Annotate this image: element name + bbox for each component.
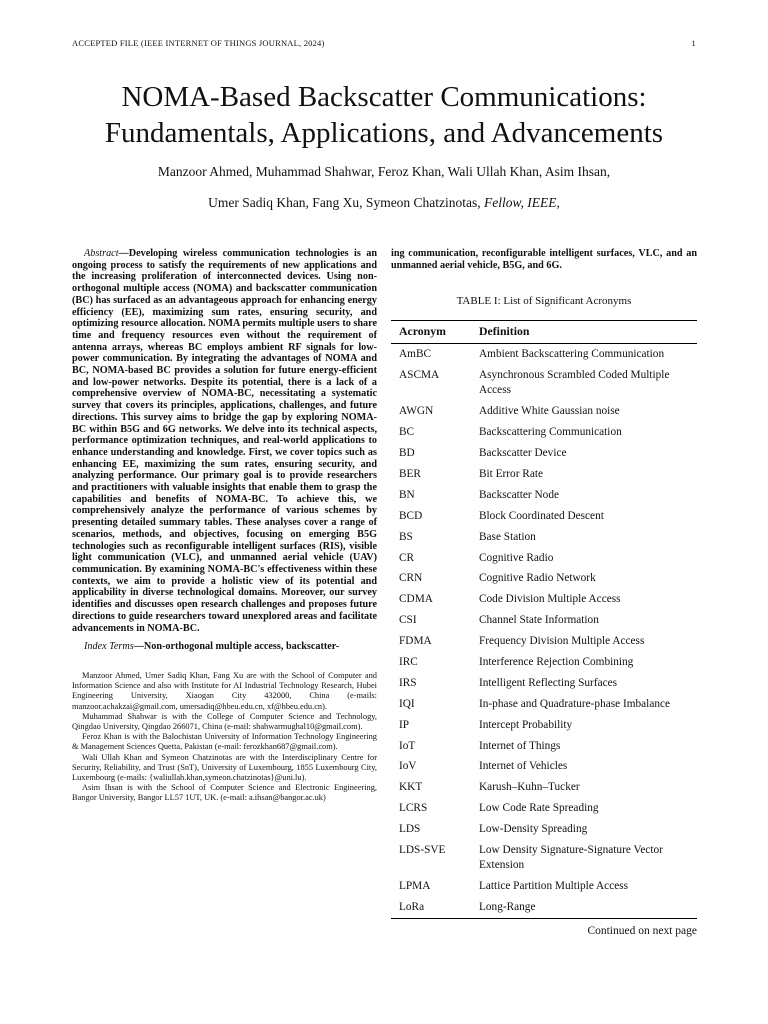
- acronym-cell: LDS-SVE: [399, 843, 446, 856]
- definition-cell: Backscatter Device: [479, 447, 567, 460]
- table-row: [391, 422, 697, 443]
- acronym-cell: CDMA: [399, 593, 433, 606]
- definition-cell: Code Division Multiple Access: [479, 593, 621, 606]
- footnote: Manzoor Ahmed, Umer Sadiq Khan, Fang Xu are with the School of Computer and Information Science and also with Institute for AI Industrial Technology Research, Hubei Engineering University, Xiaogan City 432000, China (e-mails: manzoor.achakzai@gmail.com, umersadiq@hbeu.edu.cn, xf@hbeu.edu.cn).: [72, 670, 377, 711]
- authors-line-2-names: Umer Sadiq Khan, Fang Xu, Symeon Chatzinotas,: [208, 195, 481, 210]
- table-body: [391, 344, 697, 919]
- definition-cell: Internet of Things: [479, 739, 561, 752]
- acronym-cell: IoV: [399, 760, 417, 773]
- abstract-label: Abstract: [84, 248, 119, 259]
- acronym-cell: KKT: [399, 781, 423, 794]
- definition-cell: Low Code Rate Spreading: [479, 802, 599, 815]
- acronym-cell: IRS: [399, 676, 417, 689]
- definition-cell: Cognitive Radio: [479, 551, 554, 564]
- definition-cell: Intercept Probability: [479, 718, 573, 731]
- acronym-cell: AmBC: [399, 348, 432, 361]
- journal-header: ACCEPTED FILE (IEEE INTERNET OF THINGS JOURNAL, 2024): [72, 38, 325, 48]
- table-row: [391, 610, 697, 631]
- footnote: Feroz Khan is with the Balochistan University of Information Technology Engineering & Management Sciences Quetta, Pakistan (e-mail: ferozkhan687@gmail.com).: [72, 732, 377, 752]
- left-column: [72, 248, 377, 804]
- acronym-cell: AWGN: [399, 405, 434, 418]
- table-row: [391, 715, 697, 736]
- index-terms: [72, 641, 377, 653]
- definition-cell: Interference Rejection Combining: [479, 655, 634, 668]
- column-header-definition: Definition: [471, 321, 697, 344]
- table-row: [391, 401, 697, 422]
- table-row: [391, 840, 697, 876]
- table-row: [391, 365, 697, 401]
- definition-cell: Lattice Partition Multiple Access: [479, 880, 629, 893]
- table-row: [391, 344, 697, 365]
- table-row: [391, 464, 697, 485]
- definition-cell: Channel State Information: [479, 614, 599, 627]
- footnote: Asim Ihsan is with the School of Computer Science and Electronic Engineering, Bangor University, Bangor LL57 1UT, UK. (e-mail: a.ihsan@bangor.ac.uk): [72, 783, 377, 803]
- table-row: [391, 631, 697, 652]
- table-row: [391, 694, 697, 715]
- authors-line-1: Manzoor Ahmed, Muhammad Shahwar, Feroz Khan, Wali Ullah Khan, Asim Ihsan,: [157, 164, 611, 179]
- acronym-table: [391, 320, 697, 919]
- acronym-cell: CR: [399, 551, 415, 564]
- definition-cell: Ambient Backscattering Communication: [479, 348, 665, 361]
- table-row: [391, 506, 697, 527]
- definition-cell: Bit Error Rate: [479, 467, 543, 480]
- index-terms-text: —Non-orthogonal multiple access, backscatter-: [133, 641, 340, 653]
- acronym-cell: IP: [399, 718, 410, 731]
- table-header-row: [391, 321, 697, 344]
- affiliation-footnotes: [72, 671, 377, 804]
- definition-cell: Long-Range: [471, 897, 697, 918]
- table-row: [391, 736, 697, 757]
- continued-note: Continued on next page: [587, 925, 697, 938]
- acronym-cell: BD: [399, 447, 415, 460]
- definition-cell: Additive White Gaussian noise: [479, 405, 620, 418]
- definition-cell: Low Density Signature-Signature Vector Extension: [479, 843, 663, 872]
- acronym-cell: BS: [399, 530, 413, 543]
- footnote: Muhammad Shahwar is with the College of Computer Science and Technology, Qingdao University, Qingdao 266071, China (e-mail: shahwarmughal10@gmail.com).: [72, 711, 377, 731]
- definition-cell: Base Station: [479, 530, 536, 543]
- definition-cell: Asynchronous Scrambled Coded Multiple Access: [479, 369, 670, 397]
- acronym-cell: LCRS: [399, 802, 428, 815]
- author-list: [60, 156, 708, 218]
- acronym-cell: IQI: [399, 697, 415, 710]
- acronym-cell: BC: [399, 426, 415, 439]
- running-header: [72, 38, 696, 48]
- acronym-cell: ASCMA: [399, 369, 440, 382]
- acronym-cell: CSI: [399, 614, 417, 627]
- table-row: [391, 590, 697, 611]
- definition-cell: Karush–Kuhn–Tucker: [479, 781, 580, 794]
- acronym-cell: LoRa: [391, 897, 471, 918]
- right-column: [391, 248, 697, 937]
- table-row: [391, 876, 697, 897]
- definition-cell: Intelligent Reflecting Surfaces: [479, 676, 618, 689]
- authors-suffix: Fellow, IEEE,: [484, 195, 560, 210]
- definition-cell: Internet of Vehicles: [479, 760, 568, 773]
- definition-cell: Backscattering Communication: [479, 426, 622, 439]
- definition-cell: In-phase and Quadrature-phase Imbalance: [479, 697, 671, 710]
- table-row: [391, 652, 697, 673]
- acronym-cell: IRC: [399, 655, 418, 668]
- acronym-cell: FDMA: [399, 635, 432, 648]
- abstract: [72, 248, 377, 634]
- paper-title: [40, 79, 728, 151]
- table-row: [391, 485, 697, 506]
- index-terms-label: Index Terms: [84, 641, 134, 653]
- table-row: [391, 798, 697, 819]
- acronym-cell: CRN: [399, 572, 423, 585]
- definition-cell: Backscatter Node: [479, 488, 559, 501]
- definition-cell: Cognitive Radio Network: [479, 572, 596, 585]
- table-row: [391, 673, 697, 694]
- abstract-text: —Developing wireless communication technologies is an ongoing process to satisfy the requirements of new applications and the increasing proliferation of interconnected devices. Using non-orthogonal multiple access (NOMA) and backscatter communication (BC) has surfaced as an advantageous approach for enhancing energy efficiency (EE), maximizing sum rates, ensuring security, and optimizing resource allocation. NOMA permits multiple users to share time and frequency resources even without the requirement of antenna arrays, whereas BC employs ambient RF signals for low-power communication. By integrating the advantages of NOMA and BC, NOMA-based BC provides a solution for future energy-efficient and low-power networks. Despite its potential, there is a lack of a comprehensive overview of NOMA-BC, necessitating a systematic survey that covers its principles, applications, challenges, and future directions. This survey aims to bridge the gap by exploring NOMA-BC within B5G and 6G networks. We delve into its technical aspects, performance optimization techniques, and real-world applications to enhance understanding and knowledge. First, we cover topics such as enhancing EE, maximizing the sum rates, ensuring security, and analyzing performance. Our primary goal is to provide researchers and practitioners with valuable insights that enable them to grasp the capabilities and benefits of NOMA-BC. To achieve this, we comprehensively analyze the performance of various schemes by presenting detailed summary tables. These analyses cover a range of scenarios, methods, and objectives, focusing on emerging B5G technologies such as reconfigurable intelligent surfaces (RIS), visible light communication (VLC), and unmanned aerial vehicle (UAV) communication. By examining NOMA-BC's effectiveness within these contexts, we aim to provide a holistic view of its potential and applicability in diverse technological domains. Moreover, our survey identifies and discusses open research challenges and proposes future directions to guide researchers toward unexplored areas and facilitate advancements in NOMA-BC.: [72, 248, 377, 634]
- authors-line-2: [60, 187, 708, 218]
- page-number: 1: [691, 38, 696, 48]
- footnote: Wali Ullah Khan and Symeon Chatzinotas are with the Interdisciplinary Centre for Security, Reliability, and Trust (SnT), University of Luxembourg, 1855 Luxembourg City, Luxembourg (e-mails: {waliullah.khan,symeon.chatzinotas}@uni.lu).: [72, 752, 377, 782]
- table-row: [391, 569, 697, 590]
- table-row: [391, 548, 697, 569]
- table-row: [391, 527, 697, 548]
- acronym-cell: LDS: [399, 823, 421, 836]
- acronym-cell: IoT: [399, 739, 416, 752]
- acronym-cell: BER: [399, 467, 421, 480]
- title-line-1: NOMA-Based Backscatter Communications:: [121, 81, 647, 113]
- table-caption: TABLE I: List of Significant Acronyms: [456, 295, 632, 308]
- acronym-cell: BN: [399, 488, 415, 501]
- table-row: [391, 757, 697, 778]
- column-header-acronym: Acronym: [391, 321, 471, 344]
- definition-cell: Block Coordinated Descent: [479, 509, 604, 522]
- acronym-cell: LPMA: [399, 880, 431, 893]
- table-row: [391, 897, 697, 918]
- title-line-2: Fundamentals, Applications, and Advancements: [104, 117, 664, 149]
- table-row: [391, 819, 697, 840]
- index-terms-continued: ing communication, reconfigurable intelligent surfaces, VLC, and an unmanned aerial vehicle, B5G, and 6G.: [391, 248, 697, 271]
- definition-cell: Low-Density Spreading: [479, 823, 588, 836]
- table-row: [391, 778, 697, 799]
- definition-cell: Frequency Division Multiple Access: [479, 635, 645, 648]
- acronym-cell: BCD: [399, 509, 423, 522]
- table-row: [391, 443, 697, 464]
